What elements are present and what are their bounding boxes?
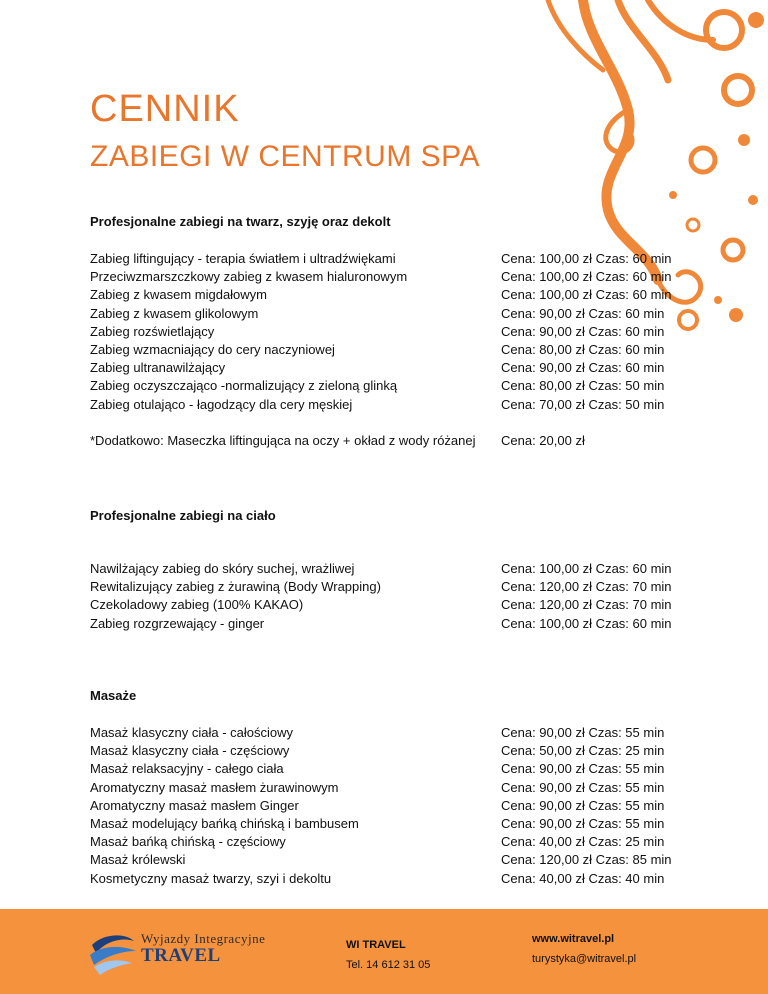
list-item	[90, 250, 680, 268]
list-item	[90, 724, 680, 742]
treatment-price: Cena: 40,00 zł Czas: 25 min	[501, 834, 665, 850]
treatment-name: Zabieg z kwasem glikolowym	[90, 305, 259, 321]
website-link[interactable]: www.witravel.pl	[532, 933, 615, 945]
treatment-price: Cena: 120,00 zł Czas: 85 min	[501, 852, 672, 868]
section-heading-body: Profesjonalne zabiegi na ciało	[90, 508, 276, 523]
page-subtitle: ZABIEGI W CENTRUM SPA	[90, 140, 480, 173]
treatment-price: Cena: 100,00 zł Czas: 60 min	[501, 615, 672, 631]
page-title: CENNIK	[90, 88, 240, 130]
treatment-name: Rewitalizujący zabieg z żurawiną (Body Wrapping)	[90, 579, 381, 595]
treatment-price: Cena: 80,00 zł Czas: 60 min	[501, 341, 665, 357]
contact-info	[532, 929, 636, 969]
treatment-name: Zabieg wzmacniający do cery naczyniowej	[90, 341, 335, 357]
travel-globe-logo-icon	[86, 927, 138, 977]
section-heading-massage: Masaże	[90, 688, 137, 703]
treatment-name: Czekoladowy zabieg (100% KAKAO)	[90, 597, 304, 613]
treatment-price: Cena: 50,00 zł Czas: 25 min	[501, 743, 665, 759]
extra-price: Cena: 20,00 zł	[501, 433, 585, 448]
treatment-price: Cena: 120,00 zł Czas: 70 min	[501, 579, 672, 595]
treatment-name: Masaż królewski	[90, 852, 186, 868]
treatment-price: Cena: 100,00 zł Czas: 60 min	[501, 561, 672, 576]
list-item	[90, 851, 680, 869]
treatment-price: Cena: 40,00 zł Czas: 40 min	[501, 870, 665, 886]
treatment-price: Cena: 90,00 zł Czas: 55 min	[501, 779, 665, 795]
footer	[0, 909, 768, 994]
price-list-body	[90, 560, 680, 633]
company-info	[346, 935, 430, 975]
list-item	[90, 341, 680, 359]
treatment-price: Cena: 100,00 zł Czas: 60 min	[501, 269, 672, 285]
price-list-massage	[90, 724, 680, 888]
treatment-price: Cena: 80,00 zł Czas: 50 min	[501, 378, 665, 394]
treatment-name: Zabieg otulająco - łagodzący dla cery męskiej	[90, 396, 353, 412]
list-item	[90, 760, 680, 778]
treatment-price: Cena: 100,00 zł Czas: 60 min	[501, 251, 672, 266]
treatment-price: Cena: 90,00 zł Czas: 60 min	[501, 305, 665, 321]
list-item	[90, 742, 680, 760]
list-item	[90, 305, 680, 323]
treatment-name: Zabieg ultranawilżający	[90, 360, 226, 376]
price-list-face	[90, 250, 680, 414]
treatment-price: Cena: 90,00 zł Czas: 55 min	[501, 761, 665, 777]
logo-line1: Wyjazdy Integracyjne	[141, 931, 266, 946]
treatment-name: Kosmetyczny masaż twarzy, szyi i dekoltu	[90, 870, 332, 886]
treatment-name: Masaż bańką chińską - częściowy	[90, 834, 286, 850]
treatment-price: Cena: 70,00 zł Czas: 50 min	[501, 396, 665, 412]
treatment-name: Masaż modelujący bańką chińską i bambusem	[90, 815, 359, 831]
list-item	[90, 596, 680, 614]
treatment-price: Cena: 90,00 zł Czas: 55 min	[501, 815, 665, 831]
treatment-name: Masaż klasyczny ciała - częściowy	[90, 743, 290, 759]
list-item	[90, 578, 680, 596]
list-item	[90, 432, 680, 450]
list-item	[90, 615, 680, 633]
list-item	[90, 359, 680, 377]
company-phone: Tel. 14 612 31 05	[346, 959, 431, 971]
list-item	[90, 396, 680, 414]
list-item	[90, 815, 680, 833]
list-item	[90, 268, 680, 286]
extra-name: *Dodatkowo: Maseczka liftingująca na oczy + okład z wody różanej	[90, 433, 476, 448]
list-item	[90, 779, 680, 797]
treatment-price: Cena: 90,00 zł Czas: 60 min	[501, 323, 665, 339]
treatment-name: Masaż klasyczny ciała - całościowy	[90, 725, 294, 740]
logo-line2: TRAVEL	[141, 945, 221, 966]
extra-offer	[90, 432, 680, 450]
treatment-price: Cena: 100,00 zł Czas: 60 min	[501, 287, 672, 303]
company-name: WI TRAVEL	[346, 939, 406, 951]
treatment-name: Zabieg liftingujący - terapia światłem i ultradźwiękami	[90, 251, 396, 266]
list-item	[90, 377, 680, 395]
treatment-name: Aromatyczny masaż masłem żurawinowym	[90, 779, 339, 795]
treatment-name: Zabieg rozgrzewający - ginger	[90, 615, 265, 631]
section-heading-face: Profesjonalne zabiegi na twarz, szyję oraz dekolt	[90, 214, 391, 229]
treatment-name: Masaż relaksacyjny - całego ciała	[90, 761, 284, 777]
treatment-name: Zabieg oczyszczająco -normalizujący z zieloną glinką	[90, 378, 398, 394]
list-item	[90, 323, 680, 341]
list-item	[90, 560, 680, 578]
treatment-name: Zabieg rozświetlający	[90, 323, 215, 339]
treatment-price: Cena: 120,00 zł Czas: 70 min	[501, 597, 672, 613]
list-item	[90, 286, 680, 304]
treatment-name: Przeciwzmarszczkowy zabieg z kwasem hialuronowym	[90, 269, 408, 285]
treatment-price: Cena: 90,00 zł Czas: 55 min	[501, 797, 665, 813]
treatment-name: Nawilżający zabieg do skóry suchej, wrażliwej	[90, 561, 355, 576]
list-item	[90, 797, 680, 815]
treatment-name: Zabieg z kwasem migdałowym	[90, 287, 268, 303]
treatment-name: Aromatyczny masaż masłem Ginger	[90, 797, 299, 813]
list-item	[90, 870, 680, 888]
treatment-price: Cena: 90,00 zł Czas: 55 min	[501, 725, 665, 740]
email-link[interactable]: turystyka@witravel.pl	[532, 953, 637, 965]
list-item	[90, 833, 680, 851]
company-logo	[86, 927, 286, 977]
treatment-price: Cena: 90,00 zł Czas: 60 min	[501, 360, 665, 376]
